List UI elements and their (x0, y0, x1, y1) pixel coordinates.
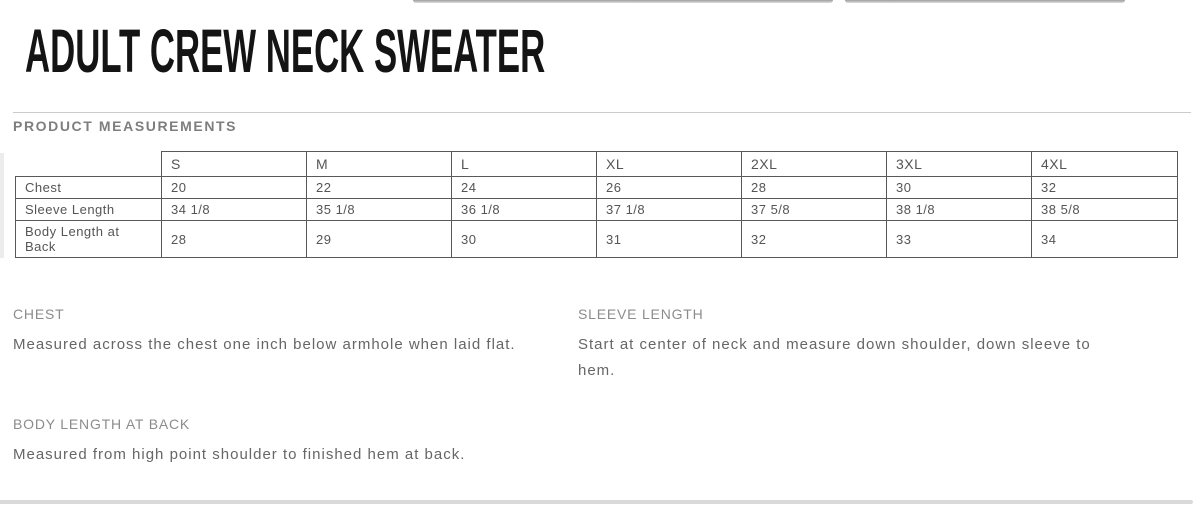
size-header-4xl: 4XL (1032, 152, 1178, 177)
table-cell: 31 (597, 221, 742, 258)
left-edge-fragment (0, 153, 4, 258)
table-cell: 29 (307, 221, 452, 258)
bottom-cropped-bar (0, 500, 1193, 504)
measurements-table (15, 151, 1178, 258)
definition-heading: BODY LENGTH AT BACK (13, 416, 191, 432)
size-header-m: M (307, 152, 452, 177)
table-cell: 26 (597, 177, 742, 199)
table-row-body-length-at-back (16, 221, 1178, 258)
definition-heading: SLEEVE LENGTH (578, 306, 704, 322)
table-header-row (16, 152, 1178, 177)
table-cell: 37 5/8 (742, 199, 887, 221)
table-cell: 20 (162, 177, 307, 199)
row-label: Sleeve Length (16, 199, 162, 221)
table-cell: 34 1/8 (162, 199, 307, 221)
table-cell: 30 (887, 177, 1032, 199)
table-cell: 32 (1032, 177, 1178, 199)
top-cropped-element-right (845, 0, 1125, 3)
table-cell: 28 (742, 177, 887, 199)
size-header-xl: XL (597, 152, 742, 177)
table-row-chest (16, 177, 1178, 199)
top-cropped-element-left (413, 0, 833, 3)
table-corner-cell (16, 152, 162, 177)
table-cell: 38 1/8 (887, 199, 1032, 221)
table-cell: 38 5/8 (1032, 199, 1178, 221)
table-row-sleeve-length (16, 199, 1178, 221)
row-label: Body Length at Back (16, 221, 162, 258)
table-cell: 33 (887, 221, 1032, 258)
table-cell: 30 (452, 221, 597, 258)
size-header-s: S (162, 152, 307, 177)
table-cell: 36 1/8 (452, 199, 597, 221)
row-label: Chest (16, 177, 162, 199)
table-cell: 37 1/8 (597, 199, 742, 221)
page-title-text: ADULT CREW NECK SWEATER (25, 17, 546, 85)
definition-text: Measured from high point shoulder to finished hem at back. (13, 446, 466, 463)
definition-heading: CHEST (13, 306, 65, 322)
definition-text: Start at center of neck and measure down shoulder, down sleeve to hem. (578, 336, 1091, 379)
table-cell: 35 1/8 (307, 199, 452, 221)
table-cell: 34 (1032, 221, 1178, 258)
table-cell: 24 (452, 177, 597, 199)
section-header: PRODUCT MEASUREMENTS (13, 118, 238, 134)
definition-chest (13, 305, 553, 358)
definition-body-length-at-back (13, 415, 553, 468)
size-header-3xl: 3XL (887, 152, 1032, 177)
page-title (25, 17, 938, 85)
definition-text: Measured across the chest one inch below armhole when laid flat. (13, 336, 516, 353)
section-divider (13, 112, 1191, 113)
table-cell: 22 (307, 177, 452, 199)
size-header-2xl: 2XL (742, 152, 887, 177)
definition-sleeve-length (578, 305, 1100, 384)
size-header-l: L (452, 152, 597, 177)
table-cell: 28 (162, 221, 307, 258)
table-cell: 32 (742, 221, 887, 258)
